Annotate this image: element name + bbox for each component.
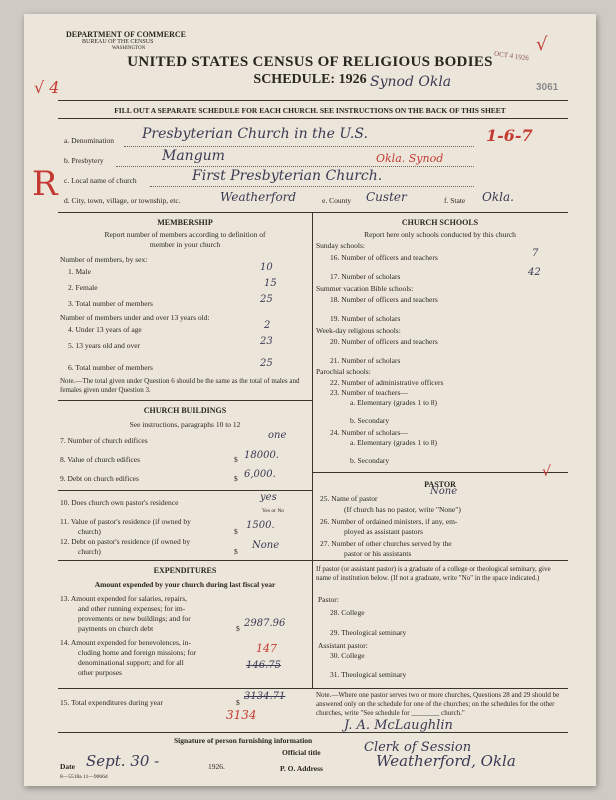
membership-title: MEMBERSHIP [157,218,213,227]
schedule-title: SCHEDULE: 1926 [253,72,367,87]
check-mark-top-right: √ [536,34,548,55]
instructions-line: FILL OUT A SEPARATE SCHEDULE FOR EACH CHURCH. SEE INSTRUCTIONS ON THE BACK OF THIS SHEET [114,106,506,115]
form-title: UNITED STATES CENSUS OF RELIGIOUS BODIES [127,54,493,70]
total-expenditures-correction: 3134 [226,708,257,722]
date-value: Sept. 30 - [86,752,160,770]
address-label: P. O. Address [280,764,323,773]
county-label: e. County [322,196,352,205]
official-title-label: Official title [282,748,321,757]
pastor-title: PASTOR [424,480,456,489]
benevolence-correction: 147 [256,642,277,655]
graduation-note: If pastor (or assistant pastor) is a graduate of a college or theological seminary, give name of institution below. (If not a graduate, write "No" in the space indicated.) [316,565,551,582]
pastor-check-mark: √ [542,464,551,480]
pastor-name-value: None [430,486,458,497]
city-name: WASHINGTON [112,46,146,51]
buildings-title: CHURCH BUILDINGS [143,406,227,415]
expenditures-title: EXPENDITURES [153,566,217,575]
denomination-value: Presbyterian Church in the U.S. [142,126,368,142]
presbytery-value: Mangum [162,148,225,164]
over-13-count: 23 [260,336,273,347]
address-value: Weatherford, Okla [376,752,516,770]
total-expenditures-value: 3134.71 [244,691,286,702]
owns-residence-value: yes [260,492,277,503]
city-value: Weatherford [220,190,297,204]
signature-value: J. A. McLaughlin [344,718,453,733]
church-debt-value: 6,000. [244,469,276,480]
review-mark: R [32,164,58,204]
date-label: Date [60,762,75,771]
church-name-label: c. Local name of church [64,176,137,185]
classification-code: 1-6-7 [486,126,533,145]
sunday-teachers-count: 7 [532,248,539,259]
running-expenses-value: 2987.96 [244,618,286,629]
city-label: d. City, town, village, or township, etc. [64,196,181,205]
presbytery-note: Okla. Synod [376,152,444,165]
denomination-label: a. Denomination [64,136,114,145]
male-count: 10 [260,262,273,273]
church-edifices-value: 18000. [244,450,279,461]
serial-number: 3061 [536,82,559,93]
official-title-value: Clerk of Session [364,740,472,755]
form-code: 8—5518a 11—9066d [60,774,108,780]
census-form: DEPARTMENT OF COMMERCE BUREAU OF THE CENSUS WASHINGTON UNITED STATES CENSUS OF RELIGIOUS BODIES SCHEDULE: 1926 Synod Okla OCT 4 1926 3061 √ 4 √ FILL OUT A SEPARATE SCHEDULE FOR EACH CHURCH. SEE INSTRUCTIONS ON THE BACK OF THIS SHEET a. Denomination Presbyterian Church in the U.S. 1-6-7 b. Presbytery Mangum Okla. Synod R c. Local name of church First Presbyterian Church. d. City, town, village, or township, etc. Weatherford e. County Custer f. State Okla. MEMBERSHIP Report number of members according to definition of member in your church Number of members, by sex: 1. Male 10 2. Female 15 3. Total number of members 25 Number of members under and over 13 years old: 4. Under 13 years of age 2 5. 13 years old and over 23 6. Total number of members 25 Note.—The total given under Question 6 should be the same as the total of males and females given under Question 3. CHURCH BUILDINGS See instructions, paragraphs 10 to 12 7. Number of church edifices one 8. Value of church edifices $ 18000. 9. Debt on church edifices $ 6,000. 10. Does church own pastor's residence yes Yes or No 11. Value of pastor's residence (if owned by church) $ 1500. 12. Debt on pastor's residence (if owned by church) $ None EXPENDITURES Amount expended by your church during last fiscal year 13. Amount expended for salaries, repairs, and other running expenses; for im- provements or new buildings; and for payments on church debt $ 2987.96 14. Amount expended for benevolences, in- cluding home and foreign missions; for denominational support; and for all other purposes 147 146.75 CHURCH SCHOOLS Report here only schools conducted by this church Sunday schools: 16. Number of officers and teachers 7 17. Number of scholars 42 Summer vacation Bible schools: 18. Number of officers and teachers 19. Number of scholars Week-day religious schools: 20. Number of officers and teachers 21. Number of scholars Parochial schools: 22. Number of administrative officers 23. Number of teachers— a. Elementary (grades 1 to 8) b. Secondary 24. Number of scholars— a. Elementary (grades 1 to 8) b. Secondary √ PASTOR 25. Name of pastor None (If church has no pastor, write "None") 26. Number of ordained ministers, if any, em- ployed as assistant pastors 27. Number of other churches served by the pastor or his assistants If pastor (or assistant pastor) is a graduate of a college or theological seminary, give name of institution below. (If not a graduate, write "No" in the space indicated.) Pastor: 28. College 29. Theological seminary Assistant pastor: 30. College 31. Theological seminary 15. Total expenditures during year $ 3134.71 3134 Note.—Where one pastor serves two or more churches, Questions 28 and 29 should be answered only on the schedule for one of the churches; on the schedules for the other churches, write "See schedule for ________ church." J. A. McLaughlin Signature of person furnishing information Official title Clerk of Session Date Sept. 30 - 1926. P. O. Address Weatherford, Okla 8—5518a 11—9066d [24,14,596,786]
state-label: f. State [444,196,466,205]
date-year: 1926. [208,762,225,771]
schools-title: CHURCH SCHOOLS [401,218,479,227]
total-members-by-sex: 25 [260,294,273,305]
department-name: DEPARTMENT OF COMMERCE [66,30,187,39]
presbytery-label: b. Presbytery [64,156,104,165]
state-value: Okla. [482,190,514,204]
signature-label: Signature of person furnishing information [174,736,313,745]
church-edifices-count: one [268,430,287,441]
residence-debt-value: None [252,540,280,551]
benevolence-value: 146.75 [246,660,281,671]
pastor-note: Note.—Where one pastor serves two or more churches, Questions 28 and 29 should be answered only on the schedule for one of the churches; on the schedules for the other churches, write "See schedule for ________ church." [316,691,560,717]
synod-handwriting: Synod Okla [370,74,452,90]
total-members-by-age: 25 [260,358,273,369]
county-value: Custer [366,190,407,204]
bureau-name: BUREAU OF THE CENSUS [82,39,154,45]
check-mark-top-left: √ 4 [34,78,60,97]
female-count: 15 [264,278,277,289]
under-13-count: 2 [264,320,271,331]
sunday-scholars-count: 42 [528,267,541,278]
membership-note: Note.—The total given under Question 6 should be the same as the total of males and females given under Question 3. [60,377,300,394]
church-name-value: First Presbyterian Church. [192,168,383,184]
residence-value: 1500. [246,520,275,531]
received-stamp: OCT 4 1926 [493,49,530,63]
